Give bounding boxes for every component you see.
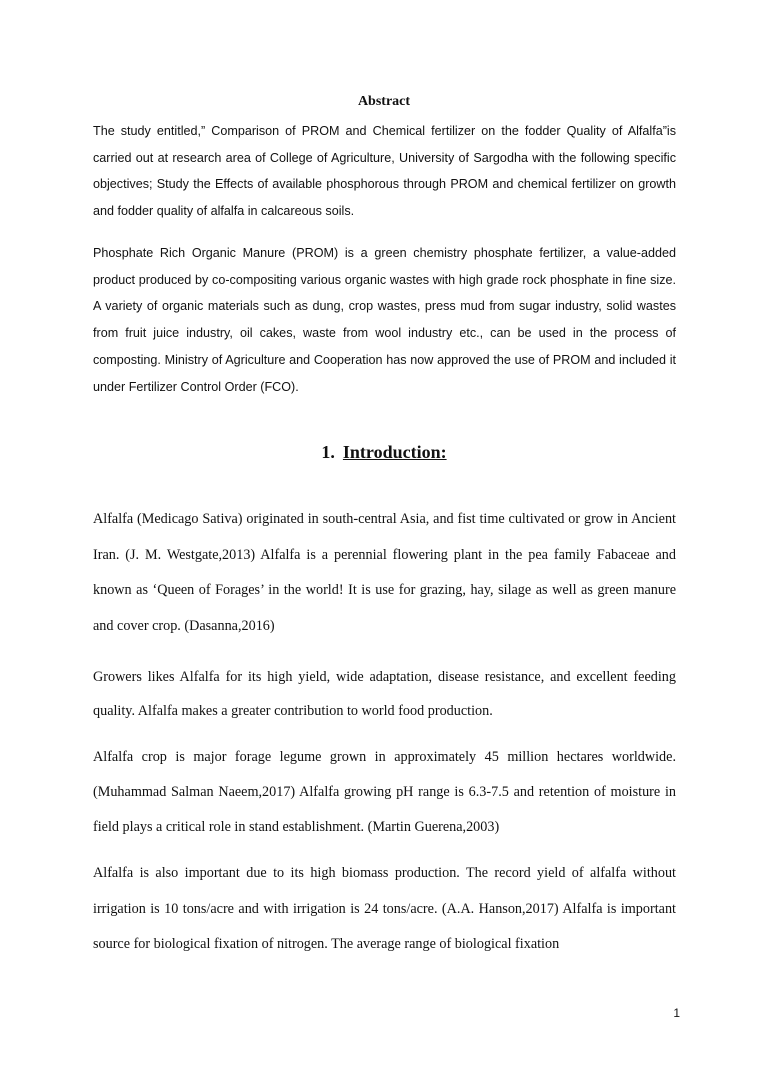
introduction-paragraph-2: Growers likes Alfalfa for its high yield, wide adaptation, disease resistance, and excellent feeding quality. Alfalfa makes a greater contribution to world food production. <box>93 669 676 719</box>
introduction-paragraph-3: Alfalfa crop is major forage legume grown in approximately 45 million hectares worldwide. (Muhammad Salman Naeem,2017) Alfalfa growing pH range is 6.3-7.5 and retention of moisture in field plays a critical role in stand establishment. (Martin Guerena,2003) <box>93 749 676 835</box>
section-title: Introduction: <box>342 442 447 462</box>
abstract-paragraph-2: Phosphate Rich Organic Manure (PROM) is a green chemistry phosphate fertilizer, a value-added product produced by co-compositing various organic wastes with high grade rock phosphate in fine size. A variety of organic materials such as dung, crop wastes, press mud from sugar industry, solid wastes from fruit juice industry, oil cakes, waste from wool industry etc., can be used in the process of composting. Ministry of Agriculture and Cooperation has now approved the use of PROM and included it under Fertilizer Control Order (FCO). <box>93 246 676 394</box>
introduction-paragraph-4: Alfalfa is also important due to its high biomass production. The record yield of alfalfa without irrigation is 10 tons/acre and with irrigation is 24 tons/acre. (A.A. Hanson,2017) Alfalfa is important source for biological fixation of nitrogen. The average range of biological fixation <box>93 865 676 952</box>
introduction-heading <box>0 442 768 463</box>
abstract-paragraph-1: The study entitled,” Comparison of PROM and Chemical fertilizer on the fodder Quality of Alfalfa”is carried out at research area of College of Agriculture, University of Sargodha with the following specific objectives; Study the Effects of available phosphorous through PROM and chemical fertilizer on growth and fodder quality of alfalfa in calcareous soils. <box>93 124 676 219</box>
abstract-heading: Abstract <box>357 94 411 109</box>
page-number: 1 <box>673 1006 680 1020</box>
introduction-paragraph-1: Alfalfa (Medicago Sativa) originated in south-central Asia, and fist time cultivated or grow in Ancient Iran. (J. M. Westgate,2013) Alfalfa is a perennial flowering plant in the pea family Fabaceae and known as ‘Queen of Forages’ in the world! It is use for grazing, hay, silage as well as green manure and cover crop. (Dasanna,2016) <box>93 511 676 634</box>
section-number: 1. <box>321 442 335 462</box>
